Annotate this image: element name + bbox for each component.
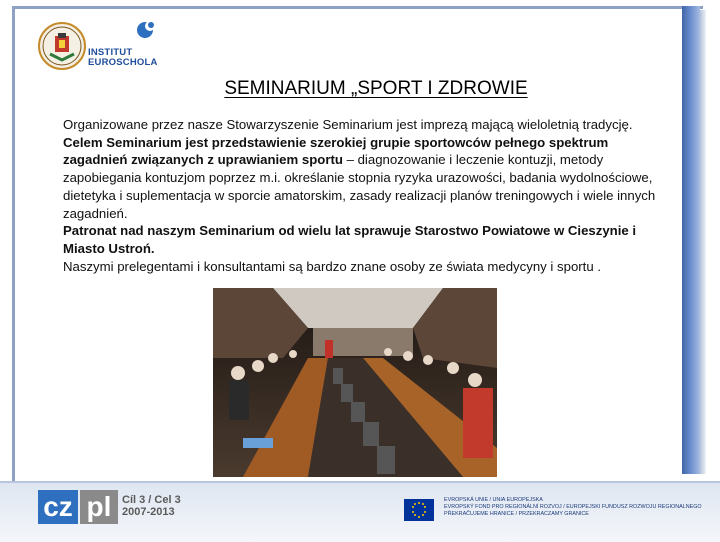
- body-text: [63, 116, 668, 275]
- eu-flag-icon: [404, 499, 434, 521]
- institut-label: [88, 48, 158, 68]
- right-decorative-band: [682, 6, 700, 474]
- institut-line2: EUROSCHOLA: [88, 57, 158, 68]
- paragraph1-rest: – diagnozowanie i leczenie kontuzji, metody zapobiegania kontuzjom poprzez m.i. określanie stopnia ryzyka urazowości, badania wydolnościowe, dietetyka i suplementacja w sporcie amatorskim, zasady realizacji planów treningowych i wiele innych zagadnień.: [63, 152, 656, 221]
- pl-box: pl: [80, 490, 118, 524]
- cz-pl-program-logo: [38, 490, 188, 526]
- eu-line2: EVROPSKÝ FOND PRO REGIONÁLNÍ ROZVOJ / EUROPEJSKI FUNDUSZ ROZWOJU REGIONALNEGO: [444, 504, 702, 510]
- cil-line1: Cíl 3 / Cel 3: [122, 494, 181, 506]
- paragraph2-patronage: Patronat nad naszym Seminarium od wielu lat sprawuje Starostwo Powiatowe w Cieszynie i Miasto Ustroń.: [63, 223, 637, 256]
- cil-line2: 2007‑2013: [122, 506, 175, 518]
- seminar-photo: [213, 288, 497, 477]
- eu-text: [444, 497, 702, 518]
- eu-line3: PŘEKRAČUJEME HRANICE / PRZEKRACZAMY GRANICE: [444, 511, 589, 517]
- page-title-text: SEMINARIUM „SPORT I ZDROWIE: [224, 78, 528, 99]
- society-crest-icon: [38, 22, 86, 70]
- institut-euroschola-logo: [38, 18, 168, 84]
- paragraph3-speakers: Naszymi prelegentami i konsultantami są bardzo znane osoby ze świata medycyny i sportu .: [63, 258, 602, 274]
- paragraph1-bold: Celem Seminarium jest przedstawienie szerokiej grupie sportowców pełnego spektrum zagadnień związanych z uprawianiem sportu: [63, 134, 609, 168]
- euroschola-mark-icon: [134, 18, 158, 42]
- page-title: [0, 78, 720, 100]
- paragraph1-intro: Organizowane przez nasze Stowarzyszenie Seminarium jest imprezą mającą wieloletnią tradycję.: [63, 117, 633, 132]
- eu-line1: EVROPSKÁ UNIE / UNIA EUROPEJSKA: [444, 497, 543, 503]
- cil-cel-label: [122, 494, 181, 518]
- institut-line1: INSTITUT: [88, 47, 133, 58]
- cz-box: cz: [38, 490, 78, 524]
- eu-funding-logo: [404, 497, 702, 527]
